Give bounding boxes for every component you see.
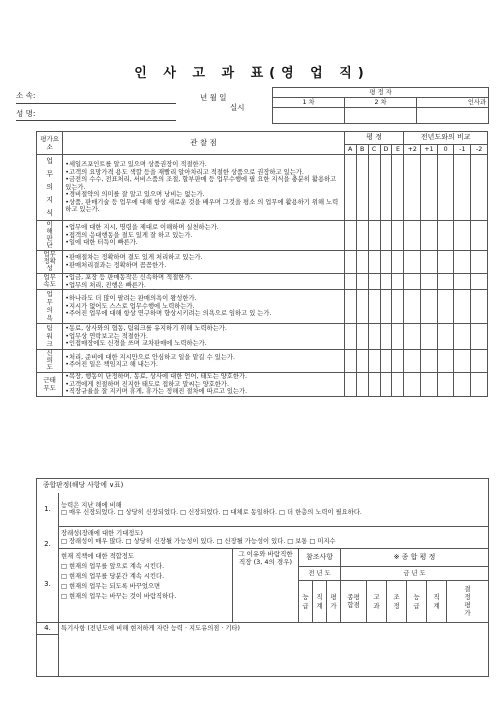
grade-cell[interactable] <box>380 155 392 221</box>
compare-cell[interactable] <box>471 350 488 373</box>
factor-knowledge <box>37 155 63 221</box>
grade-e: E <box>392 145 404 155</box>
observation-item: •고객의 요망가격 용도 색깔 등을 재빨리 알아차리고 적절한 상품으로 권장하고 있는가. <box>65 168 304 176</box>
compare-cell[interactable] <box>404 350 421 373</box>
grade-cell[interactable] <box>344 274 356 290</box>
q1-title: 능력은 지난 해에 비해 <box>61 501 122 509</box>
ref-col: 평가 <box>327 581 341 623</box>
ref-col: 능급 <box>299 581 313 623</box>
grade-cell[interactable] <box>344 373 356 397</box>
prev-year-label: 전 년 도 <box>299 567 341 581</box>
final-col: 고과 <box>367 581 387 623</box>
compare-cell[interactable] <box>437 155 454 221</box>
grade-c: C <box>368 145 380 155</box>
date-label: 년 월 일 <box>200 93 227 102</box>
grade-cell[interactable] <box>356 373 368 397</box>
compare-cell[interactable] <box>421 373 438 397</box>
grade-cell[interactable] <box>344 324 356 350</box>
grade-cell[interactable] <box>392 155 404 221</box>
observation-cell <box>63 290 345 324</box>
compare-cell[interactable] <box>454 274 471 290</box>
name-label: 성 명: <box>16 109 36 118</box>
grade-header: 평 정 <box>344 132 404 145</box>
factor-label: 근태무도 <box>43 376 56 393</box>
q2-options[interactable]: □ 장래성이 매우 많다. □ 상당히 신장될 가능성이 있다. □ 신장될 가능성이 있다. □ 보통 □ 미지수 <box>61 537 336 545</box>
q4-spacer <box>37 635 59 677</box>
hr-label: 인사과 <box>417 98 489 108</box>
factor-label: 업무속도 <box>43 273 56 289</box>
compare-cell[interactable] <box>471 274 488 290</box>
compare-cell[interactable] <box>421 251 438 274</box>
observation-item: •판매절차는 정확하며 결도 있게 처리하고 있는가. <box>65 254 203 262</box>
compare-cell[interactable] <box>421 274 438 290</box>
q3-option[interactable]: □ 현재의 업무를 앞으로 계속 시킨다. <box>61 563 165 570</box>
q4-number: 4. <box>37 623 59 635</box>
observation-cell <box>63 373 345 397</box>
observation-cell <box>63 221 345 251</box>
first-rater-label: 1 차 <box>273 98 345 108</box>
compare-cell[interactable] <box>437 324 454 350</box>
q1-options[interactable]: □ 매우 신장되었다. □ 상당히 신장되었다. □ 신장되었다. □ 대체로 동일하다. □ 더 한층의 노력이 필요하다. <box>61 509 362 517</box>
q3-option[interactable]: □ 현재의 업무는 바꾸는 것이 바람직하다. <box>61 593 177 600</box>
compare-cell[interactable] <box>454 251 471 274</box>
observation-item: •주어진 업무에 대해 항상 연구하며 향상시키려는 의욕으로 임하고 있 는가. <box>65 310 272 318</box>
observation-item: •세일즈포인트를 알고 있으며 상품권장이 적절한가. <box>65 160 207 168</box>
grade-cell[interactable] <box>380 324 392 350</box>
factor-teamwork <box>37 324 63 350</box>
compare-cell[interactable] <box>421 290 438 324</box>
grade-cell[interactable] <box>380 251 392 274</box>
grade-cell[interactable] <box>380 373 392 397</box>
factor-label: 업무정확성 <box>43 250 56 272</box>
final-col: 조정 <box>387 581 407 623</box>
compare-cell[interactable] <box>404 324 421 350</box>
compare-cell[interactable] <box>404 290 421 324</box>
page-title: 인 사 고 과 표(영 업 직) <box>134 66 370 81</box>
observation-item: •동료, 상사와의 협동, 팀워크를 유지하기 위해 노력하는가. <box>65 325 227 333</box>
final-col: 능급 <box>407 581 427 623</box>
compare-cell[interactable] <box>471 324 488 350</box>
reason-label: 그 이유와 바람직한 직장 (3, 4의 경우) <box>233 549 299 567</box>
observation-item: •업무에 대한 지시, 명령을 제대로 이해하며 실천하는가. <box>65 224 219 232</box>
grade-cell[interactable] <box>356 324 368 350</box>
factor-label: 팀워크 <box>46 324 53 349</box>
compare-cell[interactable] <box>437 221 454 251</box>
second-rater-label: 2 차 <box>345 98 417 108</box>
observation-item: •일에 대한 터득이 빠른가. <box>65 239 138 247</box>
grade-cell[interactable] <box>380 221 392 251</box>
q2-title: 장래성(장래에 대한 기대정도) <box>61 529 143 537</box>
compare-minus2: -2 <box>471 145 488 155</box>
ref-col: 직계 <box>313 581 327 623</box>
reason-input[interactable] <box>233 567 299 623</box>
compare-cell[interactable] <box>454 155 471 221</box>
q3-cell <box>59 549 233 623</box>
observation-item: •인접매장에도 신경을 쓰며 교차판매에 노력하는가. <box>65 340 207 348</box>
factor-label: 업무의지식 <box>46 157 53 217</box>
final-col: 종평합점 <box>341 581 367 623</box>
affiliation-label: 소 속: <box>16 91 36 100</box>
observation-item: •금전의 수수, 전표처리, 서비스품의 조절, 할부판매 등 업무수행에 필 요한 지식을 충분히 활용하고 있는가. <box>65 176 337 191</box>
observation-item: •하나라도 더 많이 팔려는 판매의욕이 왕성한가. <box>65 295 197 303</box>
observation-item: •경비절약의 의미를 잘 알고 있으며 낭비는 없는가. <box>65 191 205 199</box>
q3-number: 3. <box>37 549 59 623</box>
grade-cell[interactable] <box>356 350 368 373</box>
observation-cell <box>63 324 345 350</box>
grade-cell[interactable] <box>344 251 356 274</box>
evaluation-table <box>36 131 488 397</box>
compare-cell[interactable] <box>454 373 471 397</box>
compare-cell[interactable] <box>421 324 438 350</box>
compare-cell[interactable] <box>454 350 471 373</box>
observation-item: •판매처리결과는 정확하며 꼼꼼한가. <box>65 262 167 269</box>
grade-cell[interactable] <box>356 290 368 324</box>
grade-cell[interactable] <box>368 221 380 251</box>
observation-cell <box>63 274 345 290</box>
rater-table <box>272 87 489 124</box>
q1-number: 1. <box>37 493 59 527</box>
factor-label: 신뢰도 <box>46 349 53 372</box>
observation-item: •입금, 포장 등 판매동작은 신속하며 적절한가. <box>65 274 193 281</box>
factor-speed <box>37 274 63 290</box>
compare-cell[interactable] <box>421 155 438 221</box>
reference-label: 참조사항 <box>299 549 341 567</box>
compare-plus2: +2 <box>404 145 421 155</box>
compare-cell[interactable] <box>437 373 454 397</box>
observation-cell <box>63 251 345 274</box>
grade-cell[interactable] <box>356 155 368 221</box>
grade-cell[interactable] <box>392 373 404 397</box>
compare-zero: 0 <box>437 145 454 155</box>
observation-item: •고객에게 친절하며 진지한 태도로 접하고 말씨는 양호한가. <box>65 380 229 388</box>
compare-cell[interactable] <box>454 290 471 324</box>
observation-item: •주어진 일은 책임지고 해 내는가. <box>65 361 159 369</box>
observation-item: •복장, 행동이 단정하며, 동료, 상사에 대한 언어, 태도는 양호한가. <box>65 373 248 381</box>
final-col: 결정평가 <box>447 581 489 623</box>
grade-a: A <box>344 145 356 155</box>
compare-minus1: -1 <box>454 145 471 155</box>
observation-header: 관 찰 점 <box>63 132 345 155</box>
q3-title: 현재 직책에 대한 적합정도 <box>61 553 134 560</box>
hr-sign[interactable] <box>417 108 489 124</box>
grade-cell[interactable] <box>368 290 380 324</box>
grade-cell[interactable] <box>368 350 380 373</box>
grade-cell[interactable] <box>344 350 356 373</box>
overall-table <box>36 478 489 677</box>
factor-reliability <box>37 350 63 373</box>
observation-item: •직장규율을 잘 지키며 휴게, 휴가는 정해진 절차에 따르고 있는가. <box>65 388 248 396</box>
grade-cell[interactable] <box>356 274 368 290</box>
observation-item: •지시가 없어도 스스로 업무수행에 노력하는가. <box>65 302 195 310</box>
observation-cell <box>63 155 345 221</box>
compare-cell[interactable] <box>471 251 488 274</box>
grade-cell[interactable] <box>380 274 392 290</box>
grade-cell[interactable] <box>392 350 404 373</box>
overall-heading: 종합판정(해당 사항에 ∨표) <box>37 479 489 493</box>
grade-cell[interactable] <box>392 290 404 324</box>
grade-cell[interactable] <box>368 155 380 221</box>
q4-input[interactable] <box>59 635 489 677</box>
q2-cell <box>59 527 489 549</box>
compare-cell[interactable] <box>437 251 454 274</box>
observation-item: •업무상 연락보고는 적절한가. <box>65 332 148 340</box>
observation-item: •업무의 처리, 진행은 빠른가. <box>65 281 146 289</box>
grade-cell[interactable] <box>368 324 380 350</box>
final-col: 직계 <box>427 581 447 623</box>
compare-cell[interactable] <box>471 155 488 221</box>
factor-motivation <box>37 290 63 324</box>
affiliation-underline <box>16 103 176 104</box>
grade-d: D <box>380 145 392 155</box>
compare-cell[interactable] <box>471 290 488 324</box>
grade-cell[interactable] <box>344 290 356 324</box>
q3-option[interactable]: □ 현재의 업무를 당분간 계속 시킨다. <box>61 573 165 580</box>
conducted-label: 실시 <box>230 103 245 112</box>
second-rater-sign[interactable] <box>345 108 417 124</box>
compare-plus1: +1 <box>421 145 438 155</box>
first-rater-sign[interactable] <box>273 108 345 124</box>
factor-judgment <box>37 221 63 251</box>
factor-accuracy <box>37 251 63 274</box>
compare-cell[interactable] <box>471 373 488 397</box>
compare-cell[interactable] <box>404 155 421 221</box>
grade-cell[interactable] <box>392 221 404 251</box>
factor-label: 이해판단 <box>46 220 53 249</box>
grade-cell[interactable] <box>392 274 404 290</box>
grade-cell[interactable] <box>368 373 380 397</box>
compare-cell[interactable] <box>421 221 438 251</box>
name-underline <box>16 120 176 121</box>
grade-cell[interactable] <box>368 274 380 290</box>
grade-cell[interactable] <box>356 251 368 274</box>
factor-label: 업무의욕 <box>46 290 53 323</box>
q1-cell <box>59 493 489 527</box>
grade-cell[interactable] <box>344 155 356 221</box>
grade-cell[interactable] <box>344 221 356 251</box>
compare-cell[interactable] <box>404 274 421 290</box>
compare-cell[interactable] <box>454 221 471 251</box>
observation-item: •처리, 준비에 대한 지시만으로 안심하고 일을 맡길 수 있는가. <box>65 353 235 361</box>
compare-cell[interactable] <box>404 221 421 251</box>
grade-b: B <box>356 145 368 155</box>
compare-cell[interactable] <box>421 350 438 373</box>
rater-header: 평 정 자 <box>273 88 489 98</box>
final-label: ※ 종 합 평 정 <box>341 549 489 567</box>
observation-cell <box>63 350 345 373</box>
compare-cell[interactable] <box>437 290 454 324</box>
q2-number: 2. <box>37 527 59 549</box>
factor-header: 평가요소 <box>37 132 63 155</box>
grade-cell[interactable] <box>356 221 368 251</box>
observation-item: •상품, 판매기술 등 업무에 대해 항상 새로운 것을 배우며 그것을 평소 의 업무에 활용하기 위해 노력하고 있는가. <box>65 198 339 214</box>
observation-item: •접객의 응대행동을 절도 있게 잘 하고 있는가. <box>65 231 193 239</box>
factor-attendance <box>37 373 63 397</box>
compare-header: 전년도와의 비교 <box>404 132 488 145</box>
compare-cell[interactable] <box>454 324 471 350</box>
grade-cell[interactable] <box>392 251 404 274</box>
compare-cell[interactable] <box>437 350 454 373</box>
compare-cell[interactable] <box>404 373 421 397</box>
compare-cell[interactable] <box>404 251 421 274</box>
compare-cell[interactable] <box>437 274 454 290</box>
grade-cell[interactable] <box>392 324 404 350</box>
grade-cell[interactable] <box>380 290 392 324</box>
this-year-label: 금 년 도 <box>341 567 489 581</box>
grade-cell[interactable] <box>380 350 392 373</box>
q3-option[interactable]: □ 현재의 업무는 되도록 바꾸었으면 <box>61 583 161 590</box>
compare-cell[interactable] <box>471 221 488 251</box>
grade-cell[interactable] <box>368 251 380 274</box>
q4-text: 특기사항 (전년도에 비해 현저하게 자란 능력 · 지도유의점 · 기타) <box>59 623 489 635</box>
